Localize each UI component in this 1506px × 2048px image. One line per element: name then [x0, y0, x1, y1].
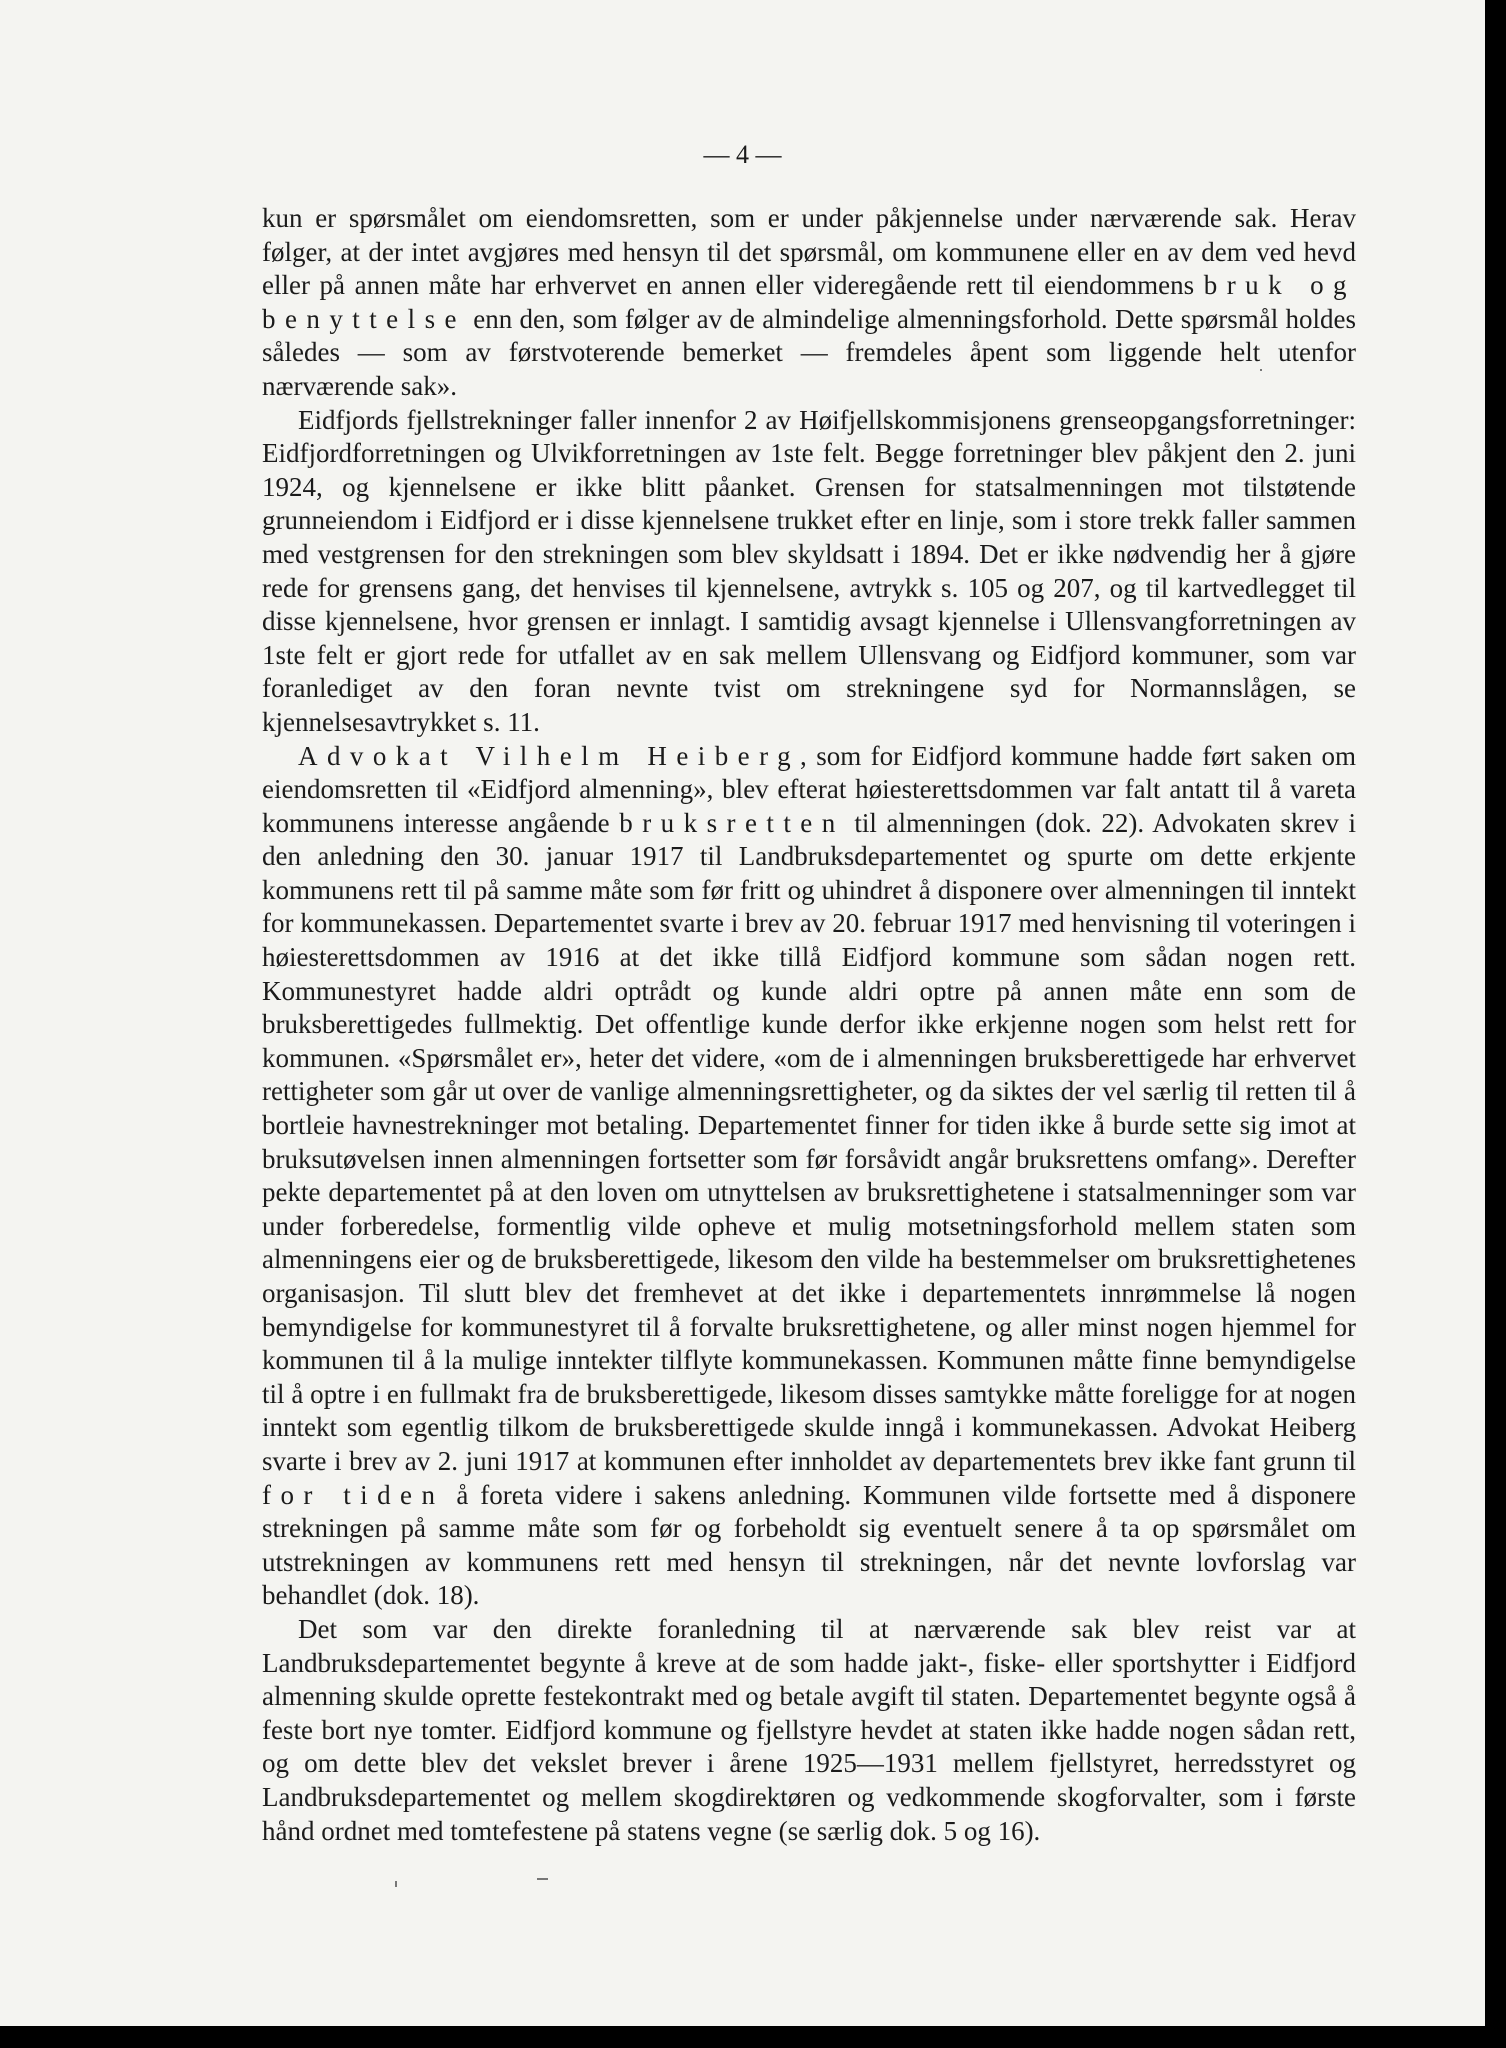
spaced-emphasis-text: bruksretten: [619, 807, 845, 838]
paragraph: [262, 740, 1356, 1613]
scan-speck: [1260, 369, 1262, 371]
body-text: [262, 202, 1356, 1848]
spaced-emphasis-text: Advokat Vilhelm Heiberg: [298, 740, 801, 771]
text-run: kun er spørsmålet om eiendomsretten, som er under påkjennelse under nærværende sak. Herav følger, at der intet avgjøres med hensyn til det spørsmål, om kommunene eller en av dem ved hevd eller på annen måte har erhvervet en annen eller videregående rett til eiendommens: [262, 203, 1356, 301]
text-run: til almenningen (dok. 22). Advokaten skrev i den anledning den 30. januar 1917 til Landbruksdepartementet og spurte om dette erkjente kommunens rett til på samme måte som før fritt og uhindret å disponere over almenningen til inntekt for kommunekassen. Departementet svarte i brev av 20. februar 1917 med henvisning til voteringen i høiesterettsdommen av 1916 at det ikke tillå Eidfjord kommune som sådan nogen rett. Kommunestyret hadde aldri optrådt og kunde aldri optre på annen måte enn som de bruksberettigedes fullmektig. Det offentlige kunde derfor ikke erkjenne nogen som helst rett for kommunen. «Spørsmålet er», heter det videre, «om de i almenningen bruksberettigede har erhvervet rettigheter som går ut over de vanlige almenningsrettigheter, og da siktes der vel særlig til retten til å bortleie havnestrekninger mot betaling. Departementet finner for tiden ikke å burde sette sig imot at bruksutøvelsen innen almenningen fortsetter som før forsåvidt angår bruksrettens omfang». Derefter pekte departementet på at den loven om utnyttelsen av bruksrettighetene i statsalmenninger som var under forberedelse, formentlig vilde opheve et mulig motsetningsforhold mellem staten som almenningens eier og de bruksberettigede, likesom den vilde ha bestemmelser om bruksrettighetenes organisasjon. Til slutt blev det fremhevet at det ikke i departementets innrømmelse lå nogen bemyndigelse for kommunestyret til å forvalte bruksrettighetene, og aller minst nogen hjemmel for kommunen til å la mulige inntekter tilflyte kommunekassen. Kommunen måtte finne bemyndigelse til å optre i en fullmakt fra de bruksberettigede, likesom disses samtykke måtte foreligge for at nogen inntekt som egentlig tilkom de bruksberettigede skulde inngå i kommunekassen. Advokat Heiberg svarte i brev av 2. juni 1917 at kommunen efter innholdet av departementets brev ikke fant grunn til: [262, 807, 1357, 1476]
text-run: Eidfjords fjellstrekninger faller innenfor 2 av Høifjellskommisjonens grenseopgangsforretninger: Eidfjordforretningen og Ulvikforretningen av 1ste felt. Begge forretninger blev påkjent den 2. juni 1924, og kjennelsene er ikke blitt påanket. Grensen for statsalmenningen mot tilstøtende grunneiendom i Eidfjord er i disse kjennelsene trukket efter en linje, som i store trekk faller sammen med vestgrensen for den strekningen som blev skyldsatt i 1894. Det er ikke nødvendig her å gjøre rede for grensens gang, det henvises til kjennelsene, avtrykk s. 105 og 207, og til kartvedlegget til disse kjennelsene, hvor grensen er innlagt. I samtidig avsagt kjennelse i Ullensvangforretningen av 1ste felt er gjort rede for utfallet av en sak mellem Ullensvang og Eidfjord kommuner, som var foranlediget av den foran nevnte tvist om strekningene syd for Normannslågen, se kjennelsesavtrykket s. 11.: [262, 404, 1356, 737]
paragraph: [262, 202, 1356, 404]
spaced-emphasis-text: for tiden: [262, 1479, 445, 1510]
text-run: Det som var den direkte foranledning til at nærværende sak blev reist var at Landbruksdepartementet begynte å kreve at de som hadde jakt-, fiske- eller sportshytter i Eidfjord almenning skulde oprette festekontrakt med og betale avgift til staten. Departementet begynte også å feste bort nye tomter. Eidfjord kommune og fjellstyre hevdet at staten ikke hadde nogen sådan rett, og om dette blev det vekslet brever i årene 1925—1931 mellem fjellstyret, herredsstyret og Landbruksdepartementet og mellem skogdirektøren og vedkommende skogforvalter, som i første hånd ordnet med tomtefestene på statens vegne (se særlig dok. 5 og 16).: [262, 1613, 1356, 1846]
scan-speck: [395, 1881, 397, 1887]
page-number: — 4 —: [703, 140, 782, 169]
scan-speck: [537, 1878, 548, 1880]
paragraph: [262, 1613, 1356, 1848]
spaced-emphasis-text: bruk og benyttelse: [262, 270, 1356, 334]
text-run: enn den, som følger av de almindelige almenningsforhold. Dette spørsmål holdes således — som av førstvoterende bemerket — fremdeles åpent som liggende helt utenfor nærværende sak».: [262, 303, 1356, 401]
text-run: å foreta videre i sakens anledning. Kommunen vilde fortsette med å disponere strekningen på samme måte som før og forbeholdt sig eventuelt senere å ta op spørsmålet om utstrekningen av kommunens rett med hensyn til strekningen, når det nevnte lovforslag var behandlet (dok. 18).: [262, 1479, 1356, 1611]
text-run: , som for Eidfjord kommune hadde ført saken om eiendomsretten til «Eidfjord almenning», blev efterat høiesterettsdommen var falt antatt til å vareta kommunens interesse angående: [262, 740, 1357, 838]
paragraph: [262, 404, 1356, 740]
